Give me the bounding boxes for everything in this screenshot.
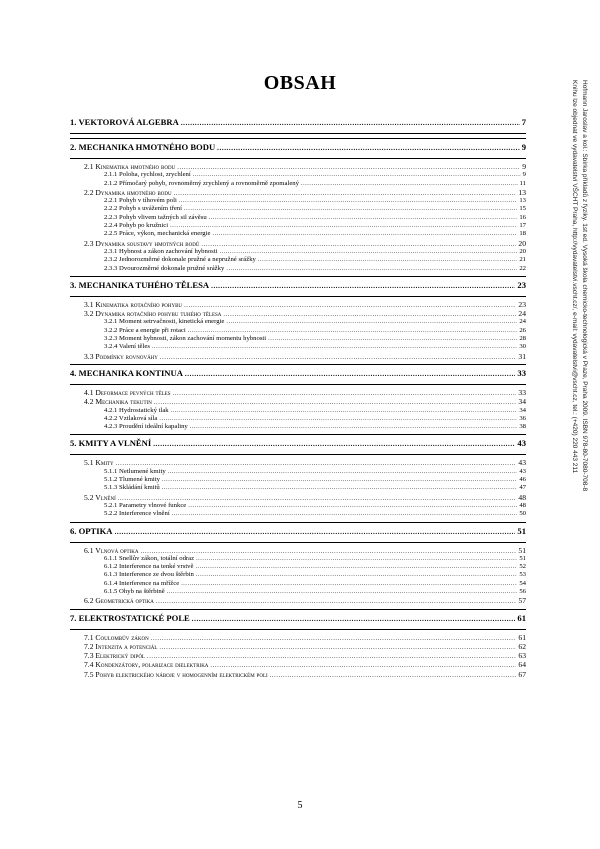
toc-entry-title: 7.1 Coulombův zákon [84, 632, 149, 642]
toc-entry-title: 6.1.5 Ohyb na štěrbině [104, 587, 165, 595]
toc-entry-title: 2.3 Dynamika soustavy hmotných bodů [84, 238, 200, 248]
toc-page-number: 22 [519, 264, 526, 272]
toc-dot-leader [154, 400, 517, 407]
toc-page-number: 7 [521, 117, 526, 127]
toc-dot-leader [177, 165, 520, 172]
toc-dot-leader [217, 145, 520, 152]
toc-dot-leader [268, 336, 517, 342]
toc-page-number: 56 [519, 587, 526, 595]
toc-dot-leader [181, 120, 520, 127]
toc-page-number: 30 [519, 343, 526, 351]
toc-dot-leader [196, 572, 517, 578]
toc-page-number: 51 [519, 554, 526, 562]
toc-entry-title: 6.1.4 Interference na mřížce [104, 579, 180, 587]
toc-entry-title: 7.4 Kondenzátory, polarizace dielektrika [84, 660, 209, 670]
toc-page-number: 13 [518, 187, 526, 197]
toc-dot-leader [192, 616, 516, 623]
toc-entry-title: 2.1 Kinematika hmotného bodu [84, 162, 176, 171]
toc-dot-leader [193, 172, 521, 178]
chapter-divider [70, 522, 526, 523]
toc-page-number: 23 [517, 279, 526, 290]
toc-dot-leader [212, 231, 517, 237]
toc-page-number: 9 [522, 171, 526, 179]
toc-entry-title: 2.2.2 Pohyb s uvážením tření [104, 205, 183, 213]
toc-subsection-entry[interactable] [70, 485, 526, 493]
toc-entry-title: 2.1.1 Poloha, rychlost, zrychlení [104, 171, 191, 179]
chapter-divider [70, 138, 526, 139]
toc-entry-title: 3.2.3 Moment hybnosti, zákon zachování momentu hybnosti [104, 335, 267, 343]
toc-section-entry[interactable] [70, 671, 526, 680]
toc-page-number: 46 [519, 476, 526, 484]
toc-page-number: 13 [519, 197, 526, 205]
toc-dot-leader [301, 181, 518, 187]
toc-dot-leader [184, 303, 516, 310]
toc-entry-title: 5.2.1 Parametry vlnové funkce [104, 501, 187, 509]
toc-entry-title: 2.1.2 Přímočarý pohyb, rovnoměrný zrychlený a rovnoměrně zpomalený [104, 179, 299, 187]
toc-entry-title: 2.2.3 Pohyb vlivem tažných sil závěsu [104, 213, 207, 221]
toc-page-number: 43 [517, 438, 526, 449]
chapter-divider [70, 384, 526, 385]
toc-dot-leader [223, 312, 516, 319]
toc-dot-leader [211, 283, 515, 290]
page-number: 5 [297, 800, 303, 811]
toc-dot-leader [171, 408, 518, 414]
toc-entry-title: 2.2.4 Pohyb po kružnici [104, 222, 169, 230]
toc-page-number: 34 [518, 397, 526, 407]
toc-dot-leader [140, 549, 516, 556]
toc-section-entry[interactable] [70, 597, 526, 606]
toc-entry-title: 5.1.2 Tlumené kmity [104, 476, 160, 484]
toc-page-number: 15 [519, 205, 526, 213]
toc-entry-title: 6.1.2 Interference na tenké vrstvě [104, 563, 194, 571]
side-note-line: Knihu lze objednat ve vydavatelství VŠCHT Praha, http://vydavatelstvi.vscht.cz/, e-mail: vydavatelstvi@vscht.cz, tel.: (+420) 220 443 211 [571, 80, 578, 474]
toc-entry-title: 4.2.3 Proudění ideální kapaliny [104, 423, 188, 431]
page-title: OBSAH [263, 72, 337, 94]
toc-entry-title: 3.2.2 Práce a energie při rotaci [104, 326, 186, 334]
toc-page-number: 54 [519, 579, 526, 587]
toc-chapter-entry[interactable] [70, 439, 526, 452]
toc-entry-title: 6.1.1 Snellův zákon, totální odraz [104, 554, 195, 562]
toc-entry-title: 5.1.1 Netlumené kmity [104, 467, 166, 475]
toc-dot-leader [153, 441, 515, 448]
toc-dot-leader [201, 242, 516, 249]
chapter-divider [70, 276, 526, 277]
toc-dot-leader [226, 266, 517, 272]
toc-page-number: 52 [519, 563, 526, 571]
toc-dot-leader [160, 355, 517, 362]
toc-page-number: 23 [518, 299, 526, 309]
toc-dot-leader [152, 344, 517, 350]
toc-entry-title: 3.2.1 Moment setrvačnosti, kinetická energie [104, 318, 225, 326]
toc-dot-leader [179, 198, 517, 204]
toc-entry-title: 2.3.3 Dvourozměrné dokonale pružné srážky [104, 264, 225, 272]
toc-page-number: 43 [519, 467, 526, 475]
toc-entry-title: 4.2 Mechanika tekutin [84, 397, 152, 407]
toc-page-number: 61 [517, 612, 526, 623]
toc-dot-leader [184, 206, 517, 212]
toc-entry-title: 2.2.5 Práce, výkon, mechanická energie [104, 230, 211, 238]
toc-page-number: 16 [519, 213, 526, 221]
toc-page-number: 28 [519, 335, 526, 343]
toc-page-number: 36 [519, 414, 526, 422]
toc-chapter-entry[interactable] [70, 281, 526, 294]
toc-dot-leader [162, 477, 517, 483]
chapter-divider [70, 609, 526, 610]
toc-page-number: 51 [517, 525, 526, 536]
toc-dot-leader [173, 391, 517, 398]
side-publication-note [543, 80, 589, 580]
toc-entry-title: 5.2 Vlnění [84, 492, 116, 502]
side-note-line: Hofmann Jaroslav a kol.: Sbírka příkladů z fyziky. 1st ed. Vysoká škola chemicko-technologická v Praze, Praha 2009. ISBN 978-80-7080-708-8 [581, 80, 588, 492]
toc-entry-title: 6.1 Vlnová optika [84, 545, 139, 555]
toc-dot-leader [181, 581, 517, 587]
toc-page-number: 57 [518, 596, 526, 606]
toc-dot-leader [115, 529, 516, 536]
toc-page-number: 63 [518, 651, 526, 661]
toc-entry-title: 3.3 Podmínky rovnováhy [84, 351, 158, 361]
toc-entry-title: 5. KMITY A VLNĚNÍ [70, 438, 152, 449]
chapter-divider [70, 364, 526, 365]
toc-page-number: 61 [518, 632, 526, 642]
toc-dot-leader [219, 249, 517, 255]
chapter-divider [70, 629, 526, 630]
toc-subsection-entry[interactable] [70, 511, 526, 519]
toc-dot-leader [270, 673, 517, 680]
toc-page-number: 33 [518, 387, 526, 397]
toc-page-number: 9 [522, 162, 526, 171]
toc-page-number: 18 [519, 230, 526, 238]
toc-chapter-entry[interactable] [70, 527, 526, 540]
toc-page-number: 34 [519, 406, 526, 414]
toc-entry-title: 4.2.1 Hydrostatický tlak [104, 406, 169, 414]
chapter-divider [70, 133, 526, 134]
toc-entry-title: 4.2.2 Vztlaková síla [104, 414, 158, 422]
toc-dot-leader [188, 328, 518, 334]
toc-entry-title: 5.2.2 Interference vlnění [104, 510, 170, 518]
toc-page-number: 9 [521, 142, 526, 152]
toc-subsection-entry[interactable] [70, 424, 526, 432]
toc-page-number: 26 [519, 326, 526, 334]
toc-dot-leader [159, 645, 516, 652]
chapter-divider [70, 454, 526, 455]
toc-page-number: 20 [518, 238, 526, 248]
toc-entry-title: 3.2 Dynamika rotačního pohybu tuhého tělesa [84, 309, 222, 319]
toc-entry-title: 2.3.1 Hybnost a zákon zachování hybnosti [104, 247, 218, 255]
toc-dot-leader [167, 589, 518, 595]
toc-entry-title: 3. MECHANIKA TUHÉHO TĚLESA [70, 279, 210, 290]
toc-dot-leader [185, 371, 515, 378]
toc-page-number: 48 [519, 501, 526, 509]
toc-dot-leader [210, 663, 516, 670]
chapter-divider [70, 158, 526, 159]
toc-dot-leader [174, 191, 517, 198]
toc-dot-leader [162, 485, 518, 491]
toc-page-number: 62 [518, 641, 526, 651]
toc-dot-leader [151, 636, 517, 643]
toc-dot-leader [116, 461, 517, 468]
toc-dot-leader [226, 319, 517, 325]
toc-dot-leader [188, 503, 517, 509]
toc-entry-title: 2.2.1 Pohyb v tíhovém poli [104, 197, 177, 205]
toc-entry-title: 1. VEKTOROVÁ ALGEBRA [70, 117, 179, 127]
toc-chapter-entry[interactable] [70, 369, 526, 382]
toc-dot-leader [168, 469, 518, 475]
toc-entry-title: 2. MECHANIKA HMOTNÉHO BODU [70, 142, 216, 152]
toc-page-number: 51 [518, 545, 526, 555]
toc-page-number: 20 [519, 247, 526, 255]
toc-dot-leader [258, 257, 517, 263]
toc-entry-title: 4. MECHANIKA KONTINUA [70, 367, 183, 378]
toc-page-number: 21 [519, 256, 526, 264]
toc-page-number: 24 [519, 318, 526, 326]
toc-entry-title: 6.1.3 Interference ze dvou štěrbin [104, 571, 194, 579]
chapter-divider [70, 296, 526, 297]
toc-entry-title: 7. ELEKTROSTATICKÉ POLE [70, 612, 190, 623]
toc-page-number: 24 [518, 309, 526, 319]
toc-page-number: 33 [517, 367, 526, 378]
toc-entry-title: 7.5 Pohyb elektrického náboje v homogenním elektrickém poli [84, 669, 268, 679]
toc-page-number: 53 [519, 571, 526, 579]
toc-page-number: 67 [518, 669, 526, 679]
toc-page-number: 31 [518, 351, 526, 361]
toc-chapter-entry[interactable] [70, 118, 526, 131]
toc-page-number: 50 [519, 510, 526, 518]
toc-entry-title: 6. OPTIKA [70, 525, 113, 536]
chapter-divider [70, 542, 526, 543]
toc-dot-leader [196, 564, 518, 570]
toc-entry-title: 5.1 Kmity [84, 458, 114, 468]
toc-subsection-entry[interactable] [70, 266, 526, 274]
toc-chapter-entry[interactable] [70, 614, 526, 627]
toc-dot-leader [209, 215, 518, 221]
toc-dot-leader [196, 556, 517, 562]
toc-entry-title: 3.2.4 Valení těles [104, 343, 150, 351]
toc-dot-leader [170, 223, 517, 229]
toc-page-number: 43 [518, 458, 526, 468]
toc-page-number: 11 [519, 179, 526, 187]
toc-section-entry[interactable] [70, 353, 526, 362]
toc-page-number: 47 [519, 484, 526, 492]
toc-page-number: 48 [518, 492, 526, 502]
toc-entry-title: 7.2 Intenzita a potenciál [84, 641, 158, 651]
toc-entry-title: 6.2 Geometrická optika [84, 596, 154, 606]
toc-page-number: 64 [518, 660, 526, 670]
toc-entry-title: 2.3.2 Jednorozměrné dokonale pružné a nepružné srážky [104, 256, 256, 264]
toc-dot-leader [190, 424, 518, 430]
toc-chapter-entry[interactable] [70, 143, 526, 156]
toc-page-number: 38 [519, 423, 526, 431]
toc-entry-title: 5.1.3 Skládání kmitů [104, 484, 160, 492]
toc-dot-leader [172, 511, 518, 517]
toc-entry-title: 7.3 Elektrický dipól [84, 651, 145, 661]
toc-dot-leader [156, 599, 517, 606]
toc-page-number: 17 [519, 222, 526, 230]
chapter-divider [70, 434, 526, 435]
toc-dot-leader [159, 416, 517, 422]
toc-entry-title: 3.1 Kinematika rotačního pohybu [84, 299, 183, 309]
toc-entry-title: 4.1 Deformace pevných těles [84, 387, 171, 397]
table-of-contents [70, 116, 526, 680]
toc-entry-title: 2.2 Dynamika hmotného bodu [84, 187, 172, 197]
